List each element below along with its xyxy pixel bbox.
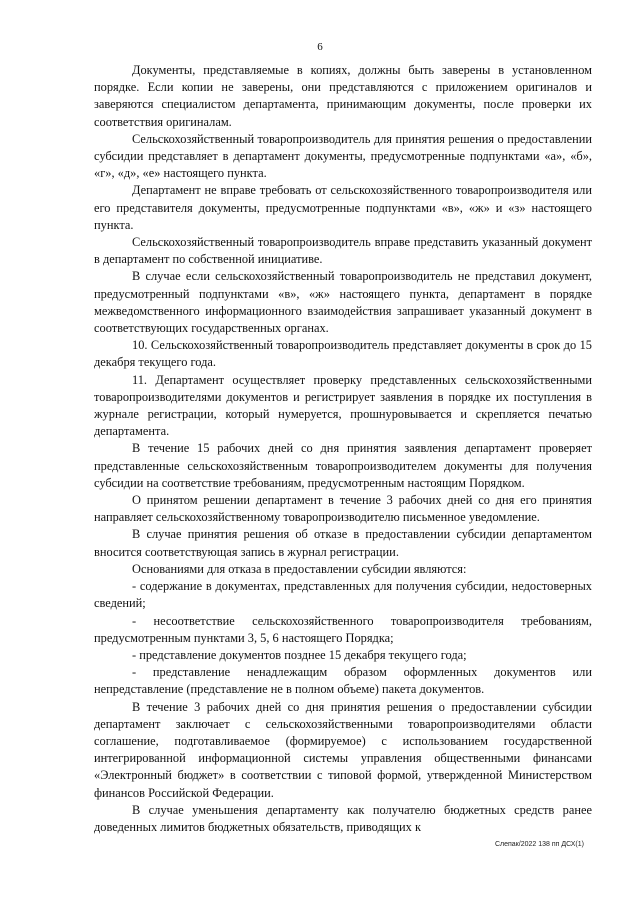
paragraph-department-not-entitled: Департамент не вправе требовать от сельскохозяйственного товаропроизводителя или его представителя документы, предусмотренные подпунктами «в», «ж» и «з» настоящего пункта. xyxy=(94,183,592,232)
list-item-refusal-improper-documents: - представление ненадлежащим образом оформленных документов или непредставление (представление не в полном объеме) пакета документов. xyxy=(94,665,592,697)
page-number: 6 xyxy=(317,41,323,53)
list-item-refusal-late-submission: - представление документов позднее 15 декабря текущего года; xyxy=(132,647,467,662)
paragraph-limits-reduction: В случае уменьшения департаменту как получателю бюджетных средств ранее доведенных лимитов бюджетных обязательств, приводящих к xyxy=(94,802,592,834)
paragraph-refusal-record: В случае принятия решения об отказе в предоставлении субсидии департаментом вносится соответствующая запись в журнал регистрации. xyxy=(94,527,592,559)
paragraph-review-period: В течение 15 рабочих дней со дня принятия заявления департамент проверяет представленные сельскохозяйственным товаропроизводителем документы для получения субсидии на соответствие требованиям, предусмотренным настоящим Порядком. xyxy=(94,441,592,490)
list-item-refusal-unreliable-info: - содержание в документах, представленных для получения субсидии, недостоверных сведений; xyxy=(94,579,592,611)
paragraph-copies-certification: Документы, представляемые в копиях, должны быть заверены в установленном порядке. Если копии не заверены, они представляются с приложением оригиналов и заверяются специалистом департамента, принимающим документы, после проверки их соответствия оригиналам. xyxy=(94,63,592,129)
paragraph-agreement-conclusion: В течение 3 рабочих дней со дня принятия решения о предоставлении субсидии департамент заключает с сельскохозяйственными товаропроизводителями области соглашение, подготавливаемое (формируемое) с использованием государственной интегрированной информационной системы управления общественными финансами «Электронный бюджет» в соответствии с типовой формой, утвержденной Министерством финансов Российской Федерации. xyxy=(94,699,592,800)
list-item-refusal-noncompliance: - несоответствие сельскохозяйственного товаропроизводителя требованиям, предусмотренным пунктами 3, 5, 6 настоящего Порядка; xyxy=(94,613,592,645)
footer-reference: Слепак/2022 138 пп ДСХ(1) xyxy=(494,841,584,848)
paragraph-required-documents: Сельскохозяйственный товаропроизводитель для принятия решения о предоставлении субсидии представляет в департамент документы, предусмотренные подпунктами «а», «б», «г», «д», «е» настоящего пункта. xyxy=(94,131,592,181)
document-body xyxy=(94,62,592,836)
paragraph-interagency-request: В случае если сельскохозяйственный товаропроизводитель не представил документ, предусмотренный подпунктами «в», «ж» настоящего пункта, департамент в порядке межведомственного информационного взаимодействия запрашивает указанный документ в соответствующих государственных органах. xyxy=(94,269,592,336)
paragraph-own-initiative: Сельскохозяйственный товаропроизводитель вправе представить указанный документ в департамент по собственной инициативе. xyxy=(94,235,592,267)
paragraph-decision-notice: О принятом решении департамент в течение 3 рабочих дней со дня его принятия направляет сельскохозяйственному товаропроизводителю письменное уведомление. xyxy=(94,493,592,525)
paragraph-item-11-registration: 11. Департамент осуществляет проверку представленных сельскохозяйственными товаропроизводителями документов и регистрирует заявления в порядке их поступления в журнале регистрации, который нумеруется, прошнуровывается и скрепляется печатью департамента. xyxy=(94,372,592,439)
paragraph-item-10-deadline: 10. Сельскохозяйственный товаропроизводитель представляет документы в срок до 15 декабря текущего года. xyxy=(94,338,592,370)
paragraph-refusal-grounds-intro: Основаниями для отказа в предоставлении субсидии являются: xyxy=(132,561,467,576)
